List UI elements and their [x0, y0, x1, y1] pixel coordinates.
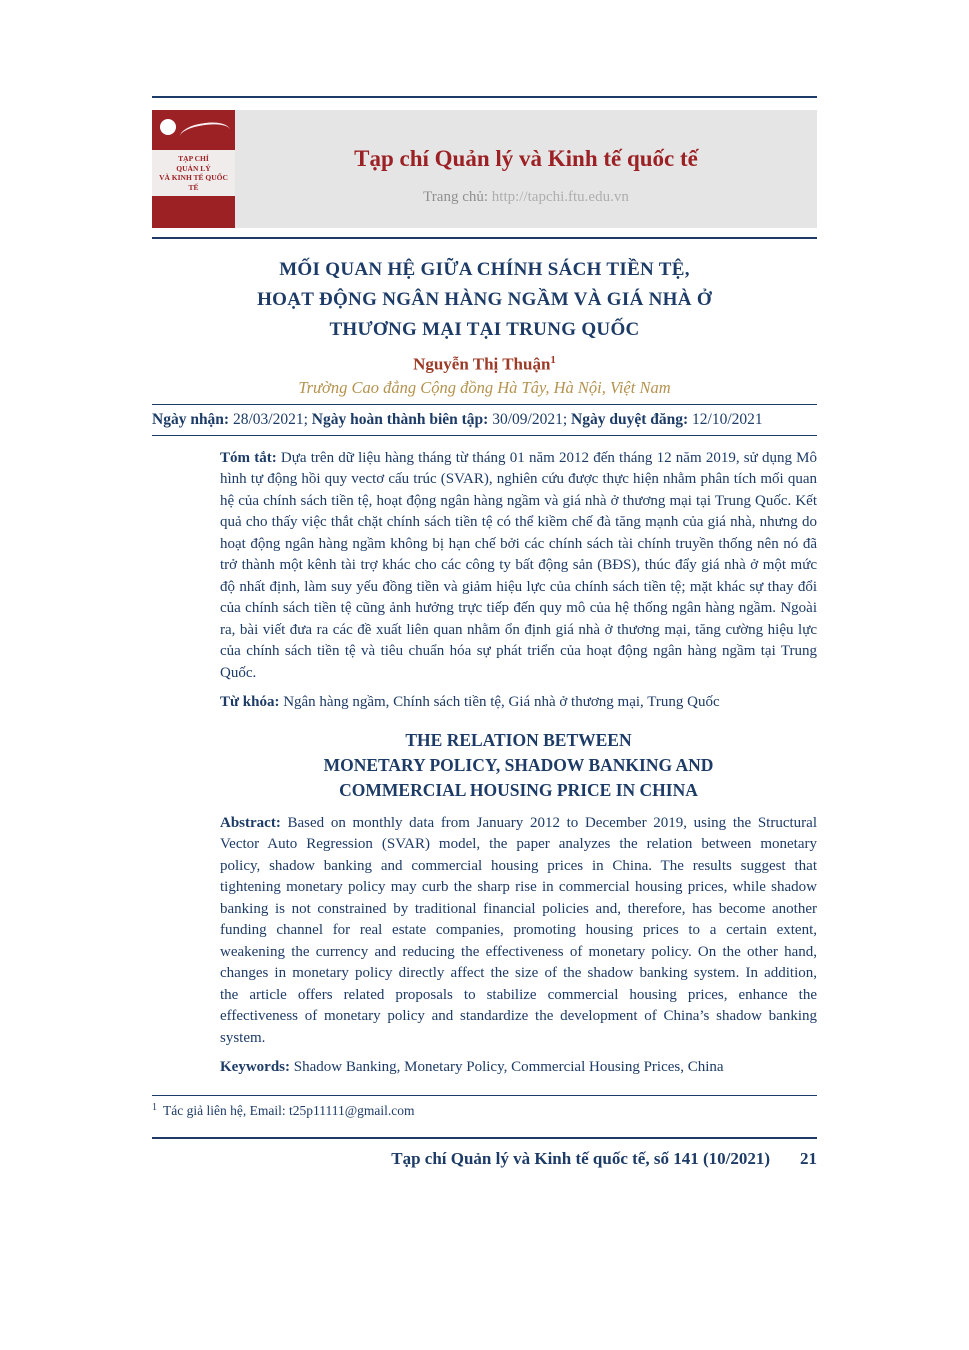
vn-abstract-text: Dựa trên dữ liệu hàng tháng từ tháng 01 năm 2012 đến tháng 12 năm 2019, sử dụng Mô hình tự động hồi quy vectơ cấu trúc (SVAR), nghiên cứu được thực hiện nhằm phân tích mối quan hệ của chính sách tiền tệ, hoạt động ngân hàng ngầm và giá nhà ở thương mại tại Trung Quốc. Kết quả cho thấy việc thắt chặt chính sách tiền tệ có thể kiềm chế đà tăng mạnh của giá nhà, nhưng do hoạt động ngân hàng ngầm không bị hạn chế bởi các chính sách tài chính truyền thống nên nó đã trở thành một kênh tài trợ khác cho các công ty bất động sản (BĐS), thúc đẩy giá nhà ở một mức độ nhất định, làm suy yếu đồng tiền và giảm hiệu lực của chính sách tiền tệ; mặt khác sự thay đổi của chính sách tiền tệ cũng ảnh hưởng trực tiếp đến quy mô của hệ thống ngân hàng ngầm. Ngoài ra, bài viết đưa ra các đề xuất liên quan nhằm ổn định giá nhà ở thương mại, tăng cường hiệu lực của chính sách tiền tệ và tiêu chuẩn hóa sự phát triển của hoạt động ngân hàng ngầm tại Trung Quốc.: [220, 449, 818, 681]
page-content: [152, 96, 817, 1183]
journal-header: [152, 110, 817, 228]
page-footer: [152, 1137, 817, 1183]
article-title: [152, 255, 817, 345]
date-accepted-label: Ngày duyệt đăng:: [571, 410, 689, 428]
en-keywords-text: Shadow Banking, Monetary Policy, Commercial Housing Prices, China: [293, 1059, 724, 1076]
date-received-label: Ngày nhận:: [152, 410, 230, 428]
logo-swoosh-icon: [179, 120, 231, 147]
author-affiliation: Trường Cao đẳng Cộng đồng Hà Tây, Hà Nội, Việt Nam: [298, 377, 671, 397]
abstract-section: [152, 448, 817, 1079]
en-abstract-paragraph: [220, 813, 817, 1050]
footnote: [152, 1095, 817, 1120]
english-title-line: COMMERCIAL HOUSING PRICE IN CHINA: [339, 779, 698, 800]
vn-keywords-label: Từ khóa:: [220, 694, 280, 711]
footer-journal-line: Tạp chí Quản lý và Kinh tế quốc tế, số 141 (10/2021): [391, 1149, 770, 1169]
top-rule: [152, 96, 817, 98]
english-title: [220, 728, 817, 803]
date-revised-label: Ngày hoàn thành biên tập:: [311, 410, 489, 428]
footer-page-number: 21: [800, 1149, 817, 1169]
author-line: [152, 354, 817, 375]
en-keywords-line: [220, 1057, 817, 1079]
date-revised-value: 30/09/2021;: [492, 410, 568, 428]
en-keywords-label: Keywords:: [220, 1059, 290, 1076]
date-received-value: 28/03/2021;: [232, 410, 308, 428]
vn-abstract-label: Tóm tắt:: [220, 449, 277, 466]
logo-text-line: VÀ KINH TẾ QUỐC TẾ: [159, 173, 228, 192]
footnote-text: Tác giả liên hệ, Email: t25p11111@gmail.com: [163, 1103, 415, 1119]
author-name: Nguyễn Thị Thuận: [413, 354, 551, 374]
home-url: http://tapchi.ftu.edu.vn: [491, 189, 629, 205]
english-title-line: THE RELATION BETWEEN: [405, 729, 632, 750]
article-title-line: HOẠT ĐỘNG NGÂN HÀNG NGẦM VÀ GIÁ NHÀ Ở: [257, 289, 712, 310]
logo-dot-icon: [160, 119, 176, 135]
author-footnote-marker: 1: [550, 354, 556, 366]
logo-text-band: [152, 150, 235, 196]
en-abstract-text: Based on monthly data from January 2012 to December 2019, using the Structural Vector Auto Regression (SVAR) model, the paper analyzes the relation between monetary policy, shadow banking and commercial housing prices in China. The results suggest that tightening monetary policy may curb the sharp rise in commercial housing prices, while shadow banking is not constrained by traditional financial policies and, therefore, has become another funding channel for real estate companies, promoting housing prices to a certain extent, weakening the currency and reducing the effectiveness of monetary policy. On the other hand, changes in monetary policy directly affect the size of the shadow banking system. In addition, the article offers related proposals to stabilize commercial housing prices, enhance the effectiveness of monetary policy and standardize the development of China’s shadow banking system.: [220, 814, 817, 1046]
header-rule: [152, 237, 817, 239]
vn-keywords-text: Ngân hàng ngầm, Chính sách tiền tệ, Giá nhà ở thương mại, Trung Quốc: [283, 694, 720, 711]
logo-text-line: TẠP CHÍ: [178, 154, 209, 163]
vn-abstract-paragraph: [220, 448, 817, 685]
paper-page: [0, 96, 969, 1350]
en-abstract-label: Abstract:: [220, 814, 281, 831]
journal-title: Tạp chí Quản lý và Kinh tế quốc tế: [354, 146, 698, 171]
footnote-marker: 1: [152, 1101, 157, 1113]
journal-logo: [152, 110, 235, 228]
logo-text-line: QUẢN LÝ: [176, 163, 211, 173]
journal-masthead: [235, 110, 817, 228]
dates-strip: [152, 404, 817, 436]
article-title-line: THƯƠNG MẠI TẠI TRUNG QUỐC: [329, 319, 640, 340]
article-title-line: MỐI QUAN HỆ GIỮA CHÍNH SÁCH TIỀN TỆ,: [279, 259, 690, 280]
home-label: Trang chủ:: [423, 189, 489, 205]
journal-home-line: [235, 189, 817, 206]
date-accepted-value: 12/10/2021: [692, 410, 763, 428]
vn-keywords-line: [220, 692, 817, 714]
english-title-line: MONETARY POLICY, SHADOW BANKING AND: [323, 754, 714, 775]
